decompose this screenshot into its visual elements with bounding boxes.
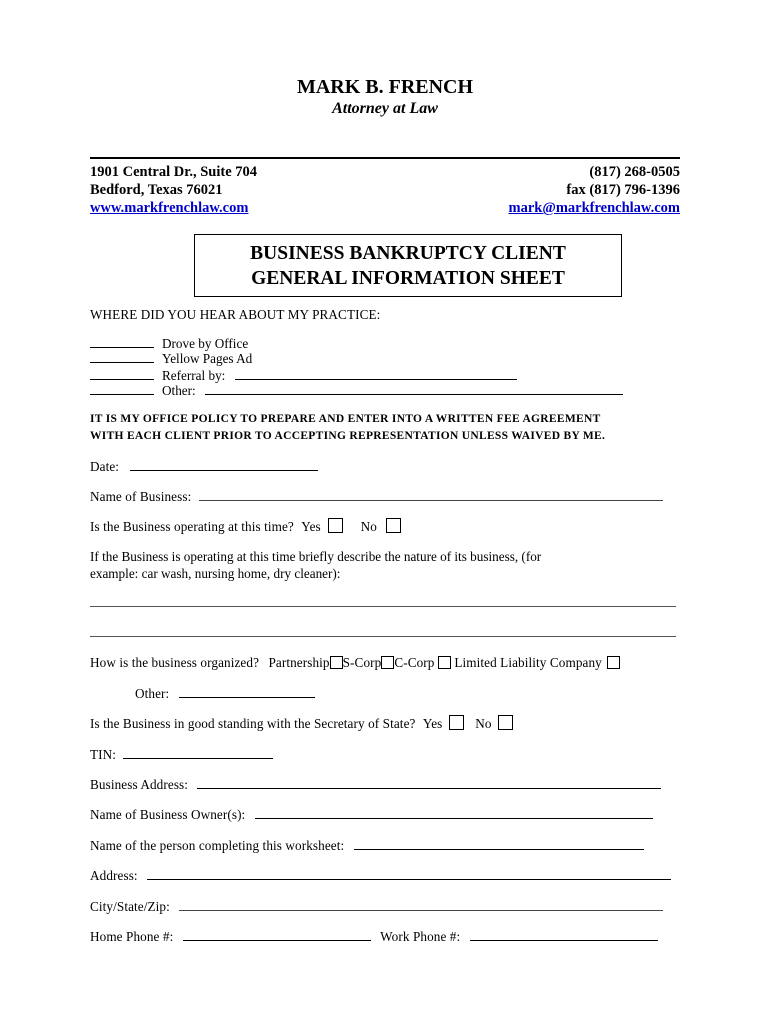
standing-no-checkbox[interactable] (498, 715, 513, 730)
business-address-row (90, 776, 661, 793)
describe-business-prompt: If the Business is operating at this time briefly describe the nature of its business, (for example: car wash, nursing home, dry cleaner): (90, 549, 542, 581)
form-title-line-2: GENERAL INFORMATION SHEET (251, 268, 565, 289)
home-phone-label: Home Phone #: (90, 929, 174, 944)
operating-yes-label: Yes (301, 519, 321, 534)
standing-yes-checkbox[interactable] (449, 715, 464, 730)
org-scorp-checkbox[interactable] (381, 656, 394, 669)
owners-row (90, 806, 653, 823)
form-title-box (194, 234, 622, 297)
business-name-row (90, 488, 663, 505)
form-title-line-1: BUSINESS BANKRUPTCY CLIENT (250, 243, 566, 264)
org-llc-checkbox[interactable] (607, 656, 620, 669)
standing-no-label: No (475, 716, 492, 731)
operating-yes-checkbox[interactable] (328, 518, 343, 533)
referral-option-yellow-pages: Yellow Pages Ad (90, 351, 252, 367)
owners-label: Name of Business Owner(s): (90, 807, 246, 822)
attorney-name: MARK B. FRENCH (296, 76, 474, 98)
organization-question: How is the business organized? (90, 655, 260, 670)
office-address (90, 163, 257, 217)
address-label: Address: (90, 868, 138, 883)
completing-person-label: Name of the person completing this worksheet: (90, 838, 345, 853)
city-state-zip-label: City/State/Zip: (90, 899, 170, 914)
referral-option-other: Other: (90, 382, 623, 399)
date-row (90, 458, 318, 475)
org-ccorp-label: C-Corp (394, 655, 435, 670)
address-row (90, 867, 671, 884)
referral-by-blank[interactable] (90, 368, 154, 380)
org-scorp-label: S-Corp (342, 655, 382, 670)
describe-business-line-1[interactable] (90, 606, 676, 607)
org-partnership-checkbox[interactable] (330, 656, 343, 669)
header-divider (90, 157, 680, 159)
completing-person-row (90, 837, 644, 854)
org-other-label: Other: (135, 686, 170, 701)
tin-row (90, 746, 273, 763)
org-ccorp-checkbox[interactable] (438, 656, 451, 669)
owners-field[interactable] (255, 806, 653, 819)
attorney-subtitle: Attorney at Law (332, 100, 438, 117)
phone-number: (817) 268-0505 (589, 164, 680, 180)
operating-row (90, 518, 401, 535)
home-phone-field[interactable] (183, 928, 371, 941)
operating-no-checkbox[interactable] (386, 518, 401, 533)
referral-yellow-blank[interactable] (90, 351, 154, 363)
describe-business-line-2[interactable] (90, 636, 676, 637)
date-label: Date: (90, 459, 120, 474)
org-partnership-label: Partnership (268, 655, 330, 670)
org-other-row (135, 685, 315, 702)
standing-yes-label: Yes (422, 716, 443, 731)
operating-question: Is the Business operating at this time? (90, 519, 294, 534)
business-name-field[interactable] (199, 488, 663, 501)
tin-field[interactable] (123, 746, 273, 759)
referral-by-field[interactable] (235, 367, 517, 380)
email-link[interactable]: mark@markfrenchlaw.com (508, 200, 680, 216)
business-name-label: Name of Business: (90, 489, 192, 504)
good-standing-question: Is the Business in good standing with the Secretary of State? (90, 716, 416, 731)
referral-other-field[interactable] (205, 382, 623, 395)
address-field[interactable] (147, 867, 671, 880)
work-phone-label: Work Phone #: (380, 929, 461, 944)
good-standing-row (90, 715, 513, 732)
office-contact (509, 163, 681, 217)
website-link[interactable]: www.markfrenchlaw.com (90, 200, 249, 216)
referral-option-drove: Drove by Office (90, 336, 248, 352)
address-line-1: 1901 Central Dr., Suite 704 (90, 164, 258, 180)
fax-number: fax (817) 796-1396 (566, 182, 680, 198)
fee-policy-notice: IT IS MY OFFICE POLICY TO PREPARE AND ENTER INTO A WRITTEN FEE AGREEMENT WITH EACH CLIENT PRIOR TO ACCEPTING REPRESENTATION UNLESS WAIVED BY ME. (90, 413, 606, 442)
phone-row (90, 928, 658, 945)
organization-row (90, 655, 620, 671)
referral-drove-blank[interactable] (90, 336, 154, 348)
date-field[interactable] (130, 458, 318, 471)
operating-no-label: No (360, 519, 377, 534)
org-other-field[interactable] (179, 685, 315, 698)
completing-person-field[interactable] (354, 837, 644, 850)
city-state-zip-field[interactable] (179, 898, 663, 911)
org-llc-label: Limited Liability Company (454, 655, 602, 670)
address-line-2: Bedford, Texas 76021 (90, 182, 223, 198)
referral-question: WHERE DID YOU HEAR ABOUT MY PRACTICE: (90, 307, 381, 322)
business-address-label: Business Address: (90, 777, 189, 792)
tin-label: TIN: (90, 747, 117, 762)
referral-option-referral: Referral by: (90, 367, 517, 384)
referral-other-blank[interactable] (90, 383, 154, 395)
city-state-zip-row (90, 898, 663, 915)
business-address-field[interactable] (197, 776, 661, 789)
work-phone-field[interactable] (470, 928, 658, 941)
